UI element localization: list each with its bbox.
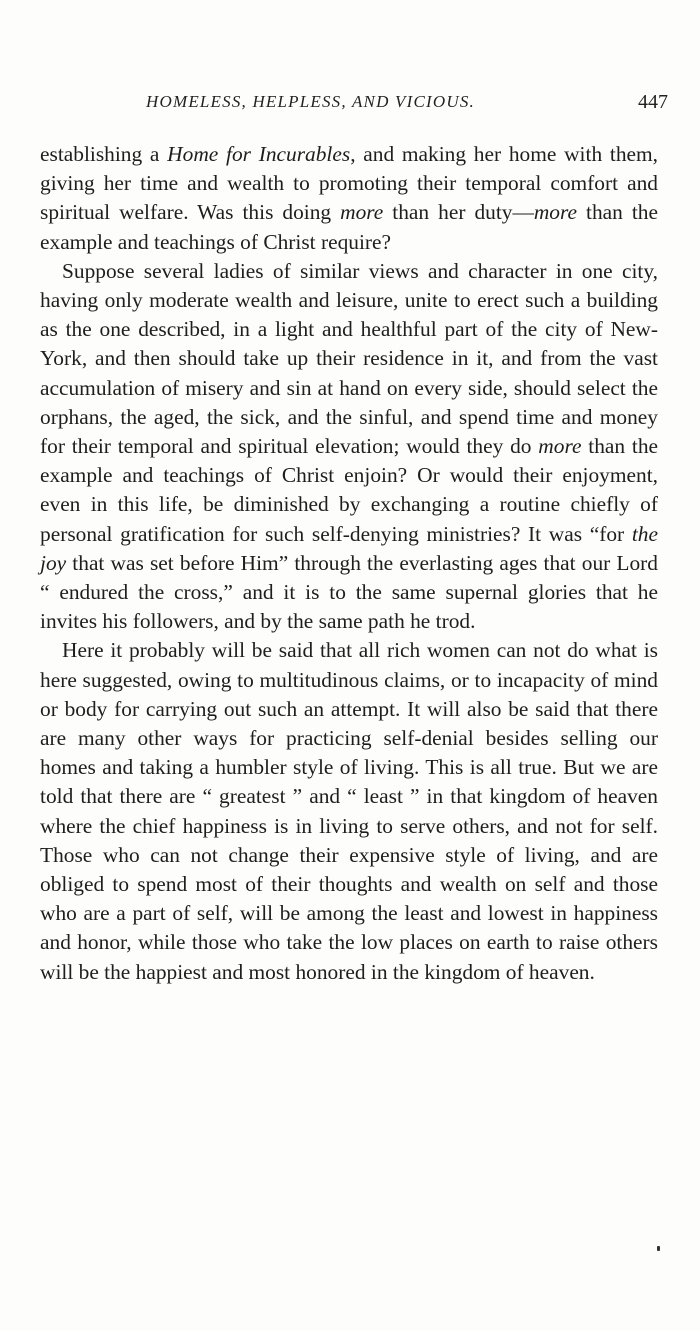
page-header <box>40 92 668 118</box>
body-text <box>40 140 658 987</box>
text-run: than the example and teachings of Christ require? <box>40 200 658 254</box>
page-number: 447 <box>638 91 668 113</box>
running-head: HOMELESS, HELPLESS, AND VICIOUS. <box>146 92 475 111</box>
text-run: Suppose several ladies of similar views and character in one city, having only moderate wealth and leisure, unite to erect such a building as the one described, in a light and healthful part of the city of New-York, and then should take up their residence in it, and from the vast accumulation of misery and sin at hand on every side, should select the orphans, the aged, the sick, and the sinful, and spend time and money for their temporal and spiritual elevation; would they do <box>40 258 658 459</box>
text-run: Here it probably will be said that all rich women can not do what is here suggested, owing to multitudinous claims, or to incapacity of mind or body for carrying out such an attempt. It will also be said that there are many other ways for practicing self-denial besides selling our homes and taking a humbler style of living. This is all true. But we are told that there are “ greatest ” and “ least ” in that kingdom of heaven where the chief happiness is in living to serve others, and not for self. Those who can not change their expensive style of living, and are obliged to spend most of their thoughts and wealth on self and those who are a part of self, will be among the least and lowest in happiness and honor, while those who take the low places on earth to raise others will be the happiest and most honored in the kingdom of heaven. <box>40 638 658 984</box>
ink-speck <box>657 1246 660 1251</box>
text-run: establishing a <box>40 142 168 166</box>
italic-run: the joy <box>40 521 658 575</box>
italic-run: Home for Incurables <box>167 142 351 166</box>
paragraph <box>40 636 658 986</box>
paragraph <box>40 140 658 257</box>
italic-run: more <box>340 200 384 225</box>
italic-run: more <box>533 200 578 225</box>
text-run: that was set before Him” through the everlasting ages that our Lord “ endured the cross,” and it is to the same supernal glories that he invites his followers, and by the same path he trod. <box>40 550 658 634</box>
text-run: than her duty— <box>383 200 534 225</box>
text-run: than the example and teachings of Christ enjoin? Or would their enjoyment, even in this life, be diminished by exchanging a routine chiefly of personal gratification for such self-denying ministries? It was “for <box>40 434 659 546</box>
italic-run: more <box>538 434 582 459</box>
text-run: , and making her home with them, giving her time and wealth to promoting their temporal comfort and spiritual welfare. Was this doing <box>40 142 658 225</box>
paragraph <box>40 257 658 637</box>
